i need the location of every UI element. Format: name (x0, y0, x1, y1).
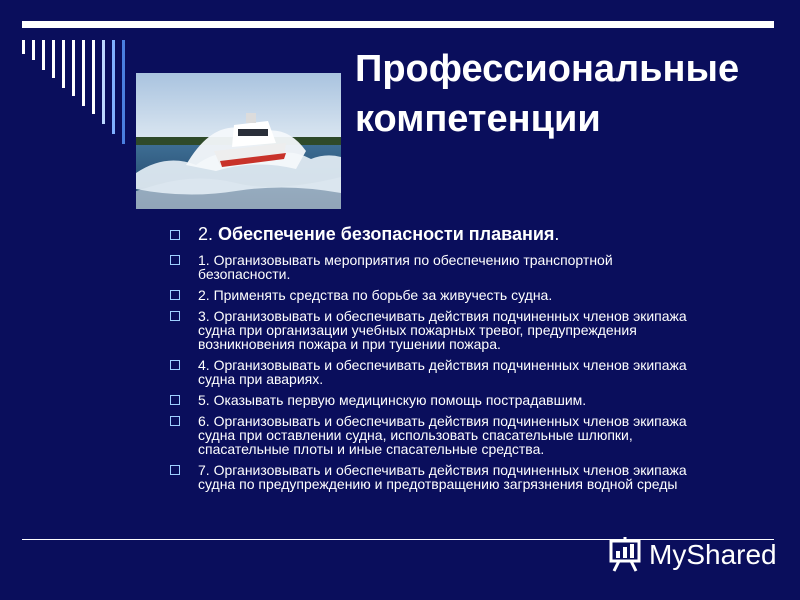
heading-suffix: . (554, 224, 560, 244)
decorative-stripes (22, 40, 132, 150)
list-item (168, 358, 708, 386)
square-bullet-icon (170, 311, 180, 321)
list-item (168, 393, 708, 407)
heading-prefix: 2. (198, 224, 219, 244)
list-item (168, 253, 708, 281)
list-item-text: 6. Организовывать и обеспечивать действия подчиненных членов экипажа судна при оставлении судна, использовать спасательные шлюпки, спасательные плоты и иные спасательные средства. (198, 413, 687, 457)
list-item (168, 414, 708, 456)
list-item-text: 5. Оказывать первую медицинскую помощь пострадавшим. (198, 392, 587, 408)
watermark-logo (605, 535, 785, 575)
square-bullet-icon (170, 290, 180, 300)
list-item-text: 1. Организовывать мероприятия по обеспечению транспортной безопасности. (198, 252, 613, 282)
square-bullet-icon (170, 416, 180, 426)
list-item-text: 4. Организовывать и обеспечивать действия подчиненных членов экипажа судна при авариях. (198, 357, 687, 387)
boat-photo (136, 73, 341, 209)
title-line-2: компетенции (355, 98, 601, 140)
watermark-text: MyShared (649, 539, 777, 570)
list-item-text: 7. Организовывать и обеспечивать действия подчиненных членов экипажа судна по предупреждению и предотвращению загрязнения водной среды (198, 462, 687, 492)
square-bullet-icon (170, 230, 180, 240)
list-item-text: 2. Применять средства по борьбе за живучесть судна. (198, 287, 553, 303)
square-bullet-icon (170, 395, 180, 405)
presentation-board-icon (605, 535, 645, 575)
list-heading (168, 224, 708, 244)
list-item-text: 3. Организовывать и обеспечивать действия подчиненных членов экипажа судна при организации учебных пожарных тревог, предупреждения возникновения пожара и при тушении пожара. (198, 308, 687, 352)
square-bullet-icon (170, 465, 180, 475)
slide-title (355, 44, 795, 144)
top-rule (22, 21, 774, 28)
list-item (168, 288, 708, 302)
list-item (168, 309, 708, 351)
competency-list (168, 224, 708, 498)
square-bullet-icon (170, 255, 180, 265)
title-line-1: Профессиональные (355, 48, 740, 90)
heading-bold-text: Обеспечение безопасности плавания (218, 224, 555, 244)
list-item (168, 463, 708, 491)
square-bullet-icon (170, 360, 180, 370)
